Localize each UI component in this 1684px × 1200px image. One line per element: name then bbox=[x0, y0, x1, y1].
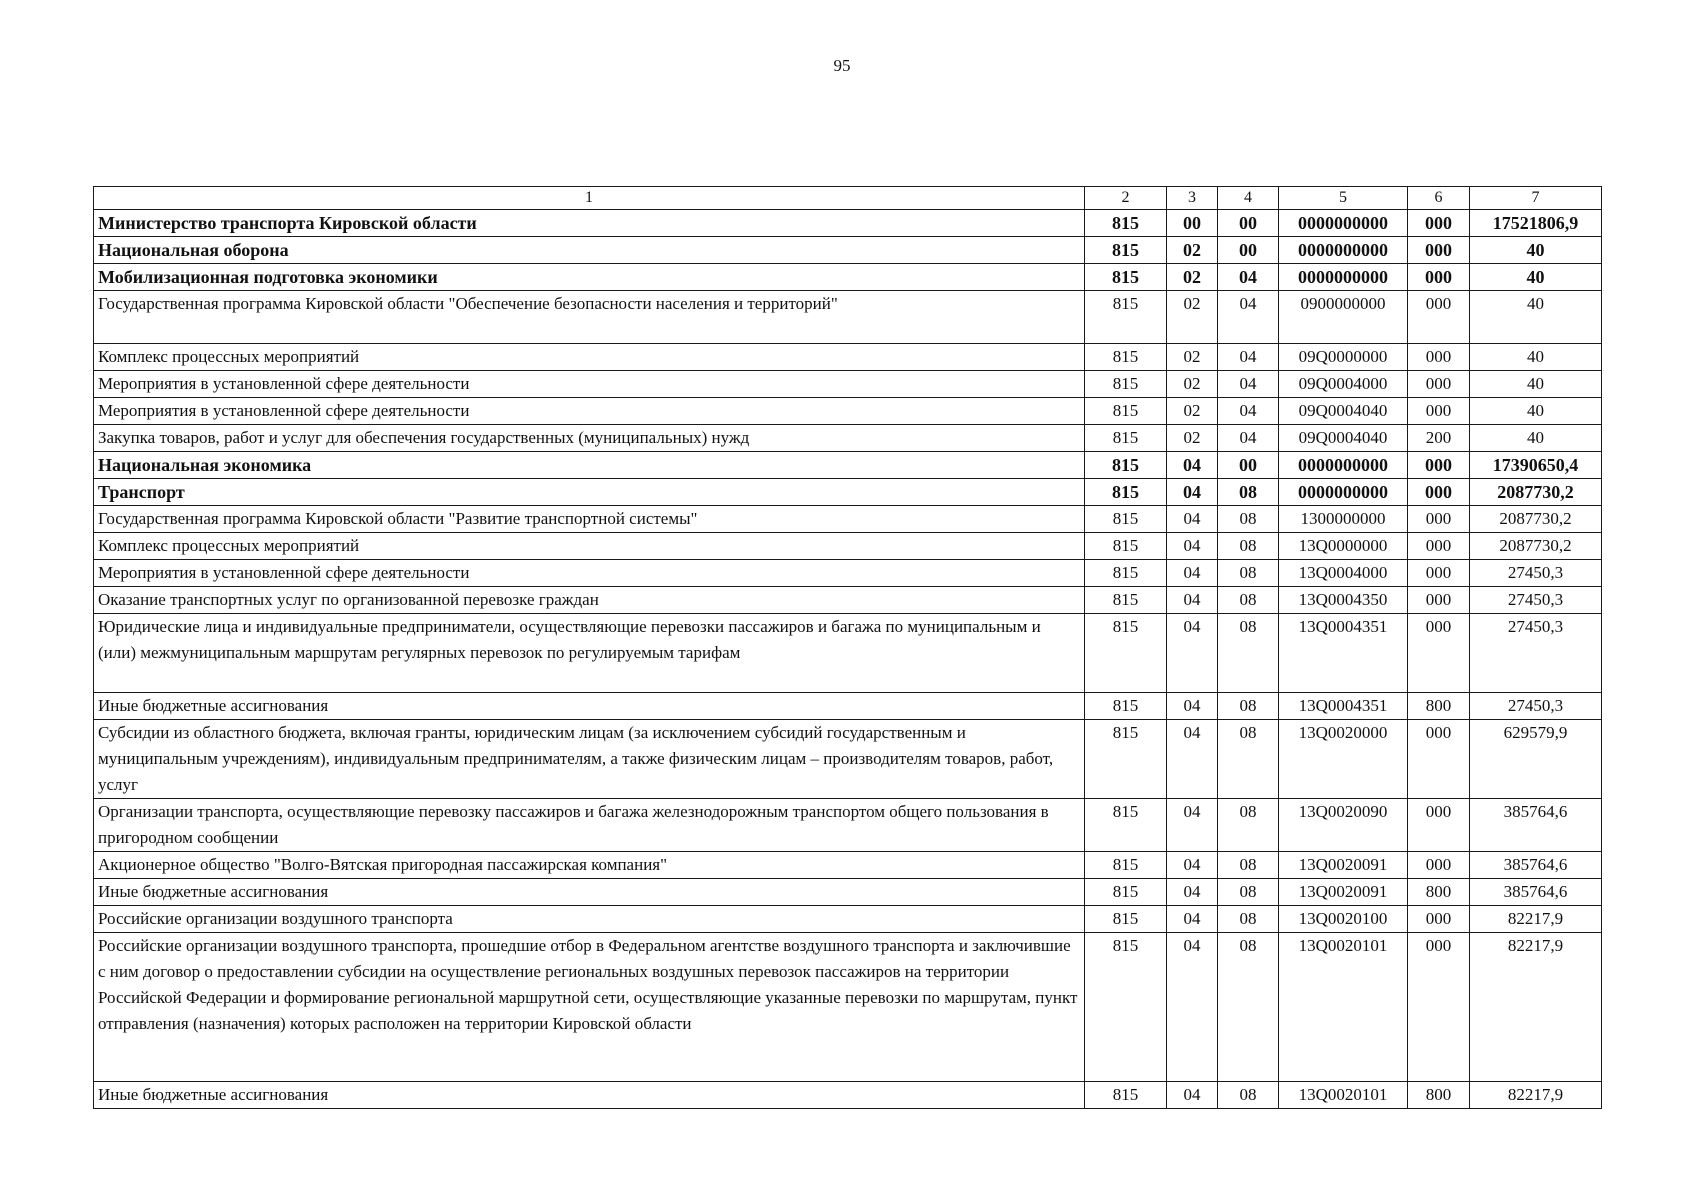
row-amount: 385764,6 bbox=[1470, 879, 1602, 906]
row-code-6: 000 bbox=[1408, 906, 1470, 933]
row-amount: 40 bbox=[1470, 291, 1602, 344]
table-row bbox=[94, 693, 1602, 720]
row-code-4: 08 bbox=[1218, 852, 1279, 879]
row-code-4: 00 bbox=[1218, 210, 1279, 237]
row-code-6: 000 bbox=[1408, 210, 1470, 237]
row-code-6: 000 bbox=[1408, 933, 1470, 1082]
header-col-5: 5 bbox=[1279, 187, 1408, 210]
row-code-4: 08 bbox=[1218, 479, 1279, 506]
row-amount: 2087730,2 bbox=[1470, 533, 1602, 560]
row-code-4: 08 bbox=[1218, 879, 1279, 906]
row-code-3: 04 bbox=[1167, 452, 1218, 479]
row-name: Национальная экономика bbox=[94, 452, 1085, 479]
table-row bbox=[94, 452, 1602, 479]
table-row bbox=[94, 291, 1602, 344]
row-code-6: 000 bbox=[1408, 291, 1470, 344]
row-amount: 40 bbox=[1470, 398, 1602, 425]
page-number: 95 bbox=[833, 56, 851, 75]
row-code-6: 000 bbox=[1408, 560, 1470, 587]
row-code-4: 04 bbox=[1218, 398, 1279, 425]
row-code-3: 04 bbox=[1167, 933, 1218, 1082]
row-code-2: 815 bbox=[1085, 237, 1167, 264]
row-code-5: 09Q0000000 bbox=[1279, 344, 1408, 371]
row-code-3: 02 bbox=[1167, 425, 1218, 452]
row-code-4: 04 bbox=[1218, 264, 1279, 291]
row-code-5: 13Q0020101 bbox=[1279, 1082, 1408, 1109]
row-code-4: 00 bbox=[1218, 237, 1279, 264]
table-row bbox=[94, 479, 1602, 506]
row-name: Оказание транспортных услуг по организованной перевозке граждан bbox=[94, 587, 1085, 614]
row-code-6: 000 bbox=[1408, 852, 1470, 879]
row-name: Мероприятия в установленной сфере деятельности bbox=[94, 371, 1085, 398]
row-code-3: 04 bbox=[1167, 560, 1218, 587]
row-name: Иные бюджетные ассигнования bbox=[94, 693, 1085, 720]
row-code-2: 815 bbox=[1085, 614, 1167, 693]
row-code-4: 00 bbox=[1218, 452, 1279, 479]
row-code-2: 815 bbox=[1085, 264, 1167, 291]
row-code-2: 815 bbox=[1085, 906, 1167, 933]
row-amount: 17521806,9 bbox=[1470, 210, 1602, 237]
header-col-2: 2 bbox=[1085, 187, 1167, 210]
row-code-6: 000 bbox=[1408, 587, 1470, 614]
table-row bbox=[94, 1082, 1602, 1109]
row-code-3: 02 bbox=[1167, 398, 1218, 425]
row-name: Государственная программа Кировской области "Развитие транспортной системы" bbox=[94, 506, 1085, 533]
row-code-5: 13Q0020101 bbox=[1279, 933, 1408, 1082]
row-code-4: 08 bbox=[1218, 533, 1279, 560]
row-amount: 17390650,4 bbox=[1470, 452, 1602, 479]
row-code-3: 04 bbox=[1167, 533, 1218, 560]
row-code-3: 04 bbox=[1167, 852, 1218, 879]
table-row bbox=[94, 587, 1602, 614]
row-code-2: 815 bbox=[1085, 693, 1167, 720]
row-code-2: 815 bbox=[1085, 344, 1167, 371]
row-code-2: 815 bbox=[1085, 720, 1167, 799]
row-code-4: 08 bbox=[1218, 933, 1279, 1082]
table-row bbox=[94, 852, 1602, 879]
row-amount: 385764,6 bbox=[1470, 799, 1602, 852]
row-code-4: 04 bbox=[1218, 344, 1279, 371]
row-name: Организации транспорта, осуществляющие перевозку пассажиров и багажа железнодорожным транспортом общего пользования в пригородном сообщении bbox=[94, 799, 1085, 852]
header-col-7: 7 bbox=[1470, 187, 1602, 210]
row-amount: 82217,9 bbox=[1470, 1082, 1602, 1109]
row-code-2: 815 bbox=[1085, 210, 1167, 237]
row-code-4: 04 bbox=[1218, 291, 1279, 344]
table-row bbox=[94, 506, 1602, 533]
table-row bbox=[94, 533, 1602, 560]
row-name: Иные бюджетные ассигнования bbox=[94, 1082, 1085, 1109]
row-name: Мероприятия в установленной сфере деятельности bbox=[94, 560, 1085, 587]
row-code-3: 02 bbox=[1167, 237, 1218, 264]
row-code-3: 04 bbox=[1167, 720, 1218, 799]
row-code-6: 000 bbox=[1408, 237, 1470, 264]
row-code-6: 800 bbox=[1408, 693, 1470, 720]
row-code-5: 13Q0020100 bbox=[1279, 906, 1408, 933]
row-code-5: 09Q0004000 bbox=[1279, 371, 1408, 398]
row-code-2: 815 bbox=[1085, 398, 1167, 425]
row-amount: 40 bbox=[1470, 371, 1602, 398]
row-code-3: 04 bbox=[1167, 614, 1218, 693]
header-col-3: 3 bbox=[1167, 187, 1218, 210]
row-code-4: 08 bbox=[1218, 560, 1279, 587]
row-code-2: 815 bbox=[1085, 799, 1167, 852]
row-code-5: 0000000000 bbox=[1279, 479, 1408, 506]
row-code-5: 13Q0020091 bbox=[1279, 852, 1408, 879]
row-code-6: 000 bbox=[1408, 533, 1470, 560]
table-row bbox=[94, 425, 1602, 452]
row-code-5: 09Q0004040 bbox=[1279, 425, 1408, 452]
row-name: Мероприятия в установленной сфере деятельности bbox=[94, 398, 1085, 425]
table-row bbox=[94, 371, 1602, 398]
row-amount: 27450,3 bbox=[1470, 614, 1602, 693]
row-code-2: 815 bbox=[1085, 425, 1167, 452]
row-amount: 27450,3 bbox=[1470, 587, 1602, 614]
table-row bbox=[94, 237, 1602, 264]
row-code-5: 0000000000 bbox=[1279, 264, 1408, 291]
row-code-3: 04 bbox=[1167, 587, 1218, 614]
table-row bbox=[94, 614, 1602, 693]
row-name: Акционерное общество "Волго-Вятская пригородная пассажирская компания" bbox=[94, 852, 1085, 879]
row-code-6: 000 bbox=[1408, 452, 1470, 479]
row-code-6: 000 bbox=[1408, 614, 1470, 693]
row-name: Российские организации воздушного транспорта, прошедшие отбор в Федеральном агентстве воздушного транспорта и заключившие с ним договор о предоставлении субсидии на осуществление региональных воздушных перевозок пассажиров на территории Российской Федерации и формирование региональной маршрутной сети, осуществляющие указанные перевозки по маршрутам, пункт отправления (назначения) которых расположен на территории Кировской области bbox=[94, 933, 1085, 1082]
row-code-4: 08 bbox=[1218, 614, 1279, 693]
row-name: Субсидии из областного бюджета, включая гранты, юридическим лицам (за исключением субсидий государственным и муниципальным учреждениям), индивидуальным предпринимателям, а также физическим лицам – производителям товаров, работ, услуг bbox=[94, 720, 1085, 799]
table-row bbox=[94, 560, 1602, 587]
table-row bbox=[94, 264, 1602, 291]
row-code-5: 13Q0004000 bbox=[1279, 560, 1408, 587]
row-code-2: 815 bbox=[1085, 371, 1167, 398]
table-row bbox=[94, 344, 1602, 371]
row-code-2: 815 bbox=[1085, 560, 1167, 587]
row-name: Комплекс процессных мероприятий bbox=[94, 533, 1085, 560]
row-amount: 2087730,2 bbox=[1470, 506, 1602, 533]
row-code-2: 815 bbox=[1085, 587, 1167, 614]
header-col-1: 1 bbox=[94, 187, 1085, 210]
row-name: Национальная оборона bbox=[94, 237, 1085, 264]
row-code-2: 815 bbox=[1085, 479, 1167, 506]
budget-table bbox=[93, 186, 1602, 1109]
row-amount: 40 bbox=[1470, 264, 1602, 291]
table-row bbox=[94, 398, 1602, 425]
table-row bbox=[94, 906, 1602, 933]
row-name: Юридические лица и индивидуальные предприниматели, осуществляющие перевозки пассажиров и багажа по муниципальным и (или) межмуниципальным маршрутам регулярных перевозок по регулируемым тарифам bbox=[94, 614, 1085, 693]
row-code-3: 04 bbox=[1167, 906, 1218, 933]
row-amount: 82217,9 bbox=[1470, 933, 1602, 1082]
row-code-5: 0000000000 bbox=[1279, 452, 1408, 479]
row-amount: 629579,9 bbox=[1470, 720, 1602, 799]
table-row bbox=[94, 879, 1602, 906]
row-name: Государственная программа Кировской области "Обеспечение безопасности населения и территорий" bbox=[94, 291, 1085, 344]
row-amount: 2087730,2 bbox=[1470, 479, 1602, 506]
header-col-4: 4 bbox=[1218, 187, 1279, 210]
row-code-3: 02 bbox=[1167, 371, 1218, 398]
row-name: Российские организации воздушного транспорта bbox=[94, 906, 1085, 933]
row-amount: 40 bbox=[1470, 425, 1602, 452]
row-name: Мобилизационная подготовка экономики bbox=[94, 264, 1085, 291]
row-code-3: 00 bbox=[1167, 210, 1218, 237]
row-code-4: 08 bbox=[1218, 587, 1279, 614]
row-code-5: 0000000000 bbox=[1279, 237, 1408, 264]
row-name: Иные бюджетные ассигнования bbox=[94, 879, 1085, 906]
row-name: Транспорт bbox=[94, 479, 1085, 506]
row-code-5: 13Q0004351 bbox=[1279, 614, 1408, 693]
row-code-3: 02 bbox=[1167, 291, 1218, 344]
row-code-2: 815 bbox=[1085, 1082, 1167, 1109]
row-code-5: 1300000000 bbox=[1279, 506, 1408, 533]
row-code-2: 815 bbox=[1085, 852, 1167, 879]
row-code-5: 0000000000 bbox=[1279, 210, 1408, 237]
row-code-3: 04 bbox=[1167, 799, 1218, 852]
row-code-3: 04 bbox=[1167, 879, 1218, 906]
row-amount: 385764,6 bbox=[1470, 852, 1602, 879]
row-code-5: 13Q0020000 bbox=[1279, 720, 1408, 799]
row-code-2: 815 bbox=[1085, 533, 1167, 560]
row-code-4: 04 bbox=[1218, 371, 1279, 398]
row-code-4: 08 bbox=[1218, 506, 1279, 533]
row-code-5: 13Q0020091 bbox=[1279, 879, 1408, 906]
row-code-4: 08 bbox=[1218, 1082, 1279, 1109]
row-code-2: 815 bbox=[1085, 452, 1167, 479]
row-code-2: 815 bbox=[1085, 506, 1167, 533]
row-code-2: 815 bbox=[1085, 933, 1167, 1082]
row-name: Закупка товаров, работ и услуг для обеспечения государственных (муниципальных) нужд bbox=[94, 425, 1085, 452]
row-code-4: 08 bbox=[1218, 799, 1279, 852]
row-code-4: 08 bbox=[1218, 906, 1279, 933]
row-amount: 82217,9 bbox=[1470, 906, 1602, 933]
row-amount: 27450,3 bbox=[1470, 693, 1602, 720]
row-code-5: 0900000000 bbox=[1279, 291, 1408, 344]
row-amount: 40 bbox=[1470, 344, 1602, 371]
header-col-6: 6 bbox=[1408, 187, 1470, 210]
row-name: Министерство транспорта Кировской области bbox=[94, 210, 1085, 237]
row-code-2: 815 bbox=[1085, 291, 1167, 344]
row-code-2: 815 bbox=[1085, 879, 1167, 906]
row-code-3: 04 bbox=[1167, 1082, 1218, 1109]
row-code-6: 000 bbox=[1408, 720, 1470, 799]
row-code-4: 08 bbox=[1218, 693, 1279, 720]
row-code-5: 13Q0020090 bbox=[1279, 799, 1408, 852]
row-code-6: 200 bbox=[1408, 425, 1470, 452]
table-row bbox=[94, 799, 1602, 852]
row-code-4: 04 bbox=[1218, 425, 1279, 452]
row-code-3: 04 bbox=[1167, 693, 1218, 720]
row-code-5: 13Q0000000 bbox=[1279, 533, 1408, 560]
row-code-6: 000 bbox=[1408, 506, 1470, 533]
row-code-6: 000 bbox=[1408, 799, 1470, 852]
row-code-3: 02 bbox=[1167, 264, 1218, 291]
row-code-5: 13Q0004350 bbox=[1279, 587, 1408, 614]
row-code-6: 000 bbox=[1408, 344, 1470, 371]
table-row bbox=[94, 720, 1602, 799]
row-code-6: 000 bbox=[1408, 479, 1470, 506]
row-name: Комплекс процессных мероприятий bbox=[94, 344, 1085, 371]
row-code-5: 13Q0004351 bbox=[1279, 693, 1408, 720]
row-amount: 40 bbox=[1470, 237, 1602, 264]
row-code-3: 02 bbox=[1167, 344, 1218, 371]
row-code-6: 000 bbox=[1408, 264, 1470, 291]
row-code-6: 000 bbox=[1408, 371, 1470, 398]
table-header-row bbox=[94, 187, 1602, 210]
table-row bbox=[94, 210, 1602, 237]
row-code-6: 800 bbox=[1408, 879, 1470, 906]
row-code-6: 000 bbox=[1408, 398, 1470, 425]
row-amount: 27450,3 bbox=[1470, 560, 1602, 587]
row-code-3: 04 bbox=[1167, 506, 1218, 533]
row-code-6: 800 bbox=[1408, 1082, 1470, 1109]
row-code-3: 04 bbox=[1167, 479, 1218, 506]
row-code-5: 09Q0004040 bbox=[1279, 398, 1408, 425]
row-code-4: 08 bbox=[1218, 720, 1279, 799]
table-row bbox=[94, 933, 1602, 1082]
